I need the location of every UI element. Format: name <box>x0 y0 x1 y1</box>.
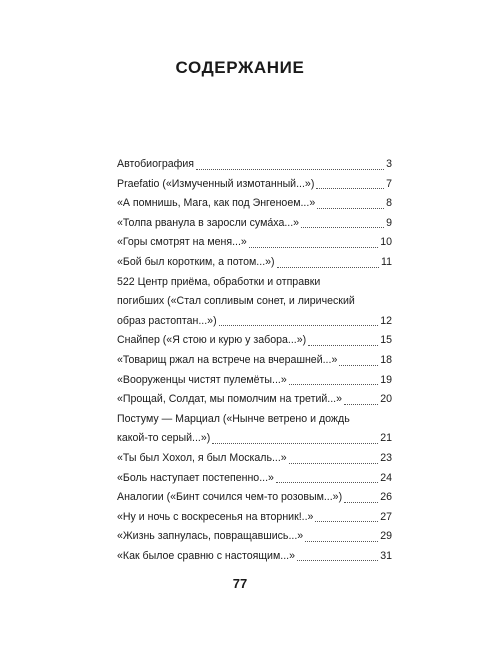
toc-entry <box>117 469 392 489</box>
dot-leader <box>219 325 379 326</box>
table-of-contents <box>117 155 392 566</box>
toc-entry-page: 20 <box>380 393 392 406</box>
toc-entry-label: «Ты был Хохол, я был Москаль...» <box>117 451 287 464</box>
toc-entry-label: «Горы смотрят на меня...» <box>117 236 247 249</box>
toc-entry <box>117 194 392 214</box>
toc-entry-page: 27 <box>380 510 392 523</box>
toc-entry-label: «Ну и ночь с воскресенья на вторник!..» <box>117 510 314 523</box>
toc-entry-page: 3 <box>386 158 392 170</box>
toc-entry-label: «А помнишь, Мага, как под Энгеноем...» <box>117 197 316 210</box>
toc-entry-label: Снайпер («Я стою и курю у забора...») <box>117 334 307 347</box>
toc-entry <box>117 508 392 528</box>
toc-entry-label: «Как былое сравню с настоящим...» <box>117 549 295 562</box>
toc-entry-page: 15 <box>380 334 392 347</box>
toc-entry-line: Постуму — Марциал («Нынче ветрено и дождь <box>117 412 350 425</box>
dot-leader <box>277 267 379 268</box>
dot-leader <box>289 463 379 464</box>
toc-entry <box>117 527 392 547</box>
toc-entry <box>117 390 392 410</box>
toc-entry-label: Автобиография <box>117 158 194 170</box>
toc-entry-label: «Товарищ ржал на встрече на вчерашней...» <box>117 353 338 366</box>
toc-entry-label: какой-то серый...») <box>117 432 211 445</box>
toc-entry-page: 24 <box>380 471 392 484</box>
toc-entry-label: «Прощай, Солдат, мы помолчим на третий...» <box>117 393 342 406</box>
toc-entry <box>117 449 392 469</box>
toc-entry <box>117 331 392 351</box>
toc-entry <box>117 175 392 195</box>
toc-entry <box>117 253 392 273</box>
dot-leader <box>317 208 384 209</box>
dot-leader <box>344 404 378 405</box>
toc-entry-page: 11 <box>381 255 392 268</box>
toc-entry-label: образ растоптан...») <box>117 314 217 327</box>
dot-leader <box>339 365 378 366</box>
dot-leader <box>344 502 378 503</box>
toc-entry-page: 10 <box>380 236 392 249</box>
toc-entry <box>117 214 392 234</box>
toc-entry <box>117 273 392 332</box>
toc-entry-label: «Жизнь запнулась, повращавшись...» <box>117 530 304 543</box>
toc-entry-page: 12 <box>380 314 392 327</box>
toc-entry-label: «Бой был коротким, а потом...») <box>117 255 275 268</box>
toc-entry-page: 7 <box>386 177 392 190</box>
toc-entry <box>117 371 392 391</box>
toc-entry <box>117 155 392 175</box>
dot-leader <box>196 169 384 170</box>
toc-entry-label: «Боль наступает постепенно...» <box>117 471 274 484</box>
toc-entry-page: 18 <box>380 353 392 366</box>
toc-entry-label: Praefatio («Измученный измотанный...») <box>117 177 315 190</box>
dot-leader <box>297 560 378 561</box>
toc-entry <box>117 351 392 371</box>
toc-entry-page: 9 <box>386 216 392 229</box>
dot-leader <box>315 521 378 522</box>
dot-leader <box>276 482 378 483</box>
page-title: СОДЕРЖАНИЕ <box>175 58 305 77</box>
toc-entry-page: 29 <box>380 530 392 543</box>
toc-entry-page: 23 <box>380 451 392 464</box>
toc-entry-line: погибших («Стал сопливым сонет, и лирический <box>117 295 355 308</box>
toc-entry-page: 21 <box>380 432 392 445</box>
dot-leader <box>305 541 378 542</box>
dot-leader <box>301 227 384 228</box>
toc-entry-page: 26 <box>380 491 392 504</box>
toc-entry-page: 31 <box>380 549 392 562</box>
dot-leader <box>316 188 384 189</box>
dot-leader <box>289 384 378 385</box>
toc-entry-line: 522 Центр приёма, обработки и отправки <box>117 275 321 288</box>
toc-entry-label: «Вооруженцы чистят пулемёты...» <box>117 373 287 386</box>
dot-leader <box>308 345 378 346</box>
dot-leader <box>249 247 378 248</box>
dot-leader <box>212 443 378 444</box>
toc-entry-page: 8 <box>386 197 392 210</box>
toc-entry <box>117 488 392 508</box>
toc-entry <box>117 233 392 253</box>
toc-entry-label: «Толпа рванула в заросли сума́ха...» <box>117 216 300 229</box>
toc-entry <box>117 547 392 567</box>
toc-entry-page: 19 <box>380 373 392 386</box>
toc-entry <box>117 410 392 449</box>
page-number: 77 <box>232 576 248 591</box>
toc-entry-label: Аналогии («Бинт сочился чем-то розовым...») <box>117 491 343 504</box>
